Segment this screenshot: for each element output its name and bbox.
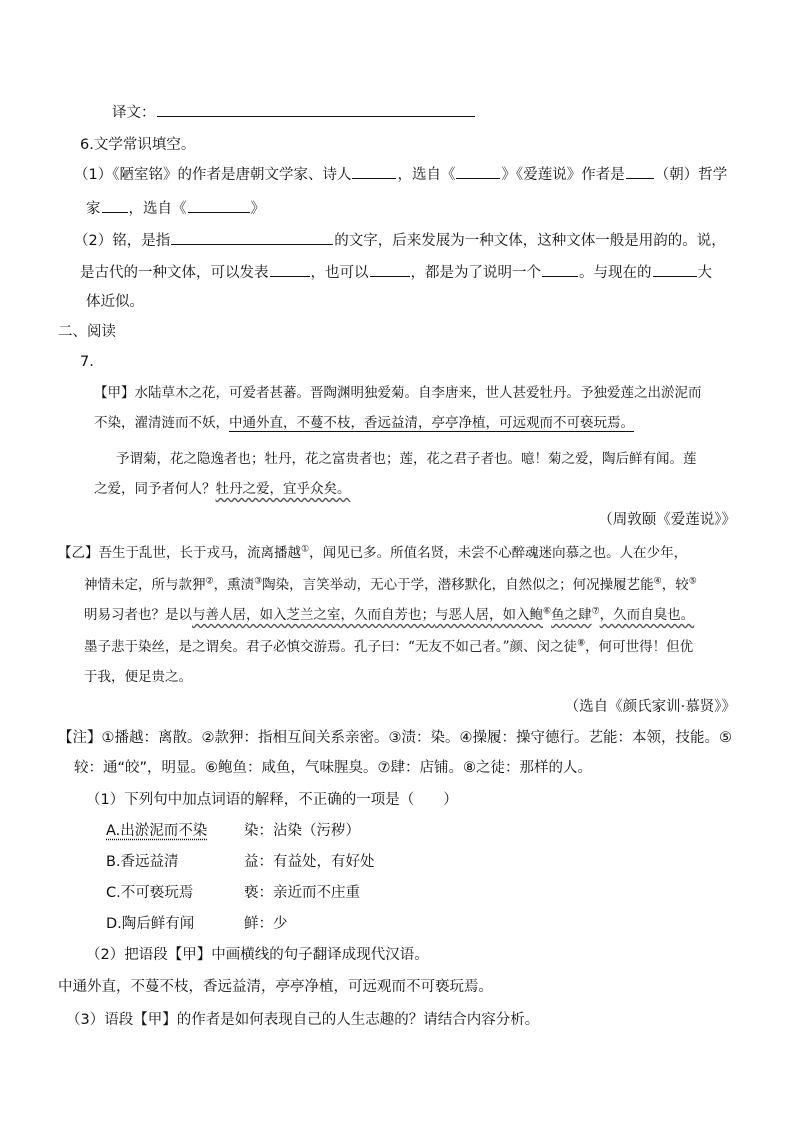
- blank-publish[interactable]: [270, 262, 310, 277]
- subquestion-1: （1）下列句中加点词语的解释，不正确的一项是（ ）: [86, 792, 458, 808]
- option-phrase: D.陶后鲜有闻: [106, 916, 195, 932]
- passage-yi-line2: [84, 575, 697, 595]
- note-marker: ④: [653, 576, 662, 587]
- wavy-underlined-text: 与恶人居，如入鲍: [435, 607, 543, 623]
- option-phrase: B.香远益清: [106, 854, 179, 870]
- passage-text: 之爱，同予者何人？: [94, 481, 216, 497]
- passage-text: ，较: [661, 577, 689, 593]
- blank-modern[interactable]: [653, 262, 697, 277]
- passage-yi-line5: 于我，便足贵之。: [84, 669, 192, 685]
- passage-jia-line4: [94, 479, 351, 499]
- passage-yi-source: （选自《颜氏家训·慕贤》》: [564, 699, 736, 715]
- q6-part2-line2: [80, 262, 712, 283]
- q6-text: （1）《陋室铭》的作者是唐朝文学家、诗人: [74, 167, 352, 183]
- option-a-gloss: 染：沾染（污秽）: [244, 823, 360, 839]
- notes-line2: 较：通“皎”，明显。⑥鲍鱼：咸鱼，气味腥臭。⑦肆：店铺。⑧之徒：那样的人。: [74, 760, 593, 776]
- notes-line1: 【注】①播越：离散。②款狎：指相互间关系亲密。③渍：染。④操履：操守德行。艺能：本领，技能。⑤: [58, 730, 732, 746]
- wavy-underlined-text: ，久而自臭也。: [599, 607, 695, 623]
- passage-jia-source: （周敦颐《爱莲说》》: [598, 512, 736, 528]
- passage-text: 明易习者也？是以: [84, 607, 192, 623]
- q6-text: （2）铭，是指: [74, 233, 171, 249]
- passage-yi-line3: [84, 605, 694, 625]
- passage-text: ，闻见已多。所值名贤，未尝不心醉魂迷向慕之也。人在少年，: [309, 545, 688, 561]
- question-6-title: 6.文学常识填空。: [80, 137, 196, 153]
- option-a[interactable]: [106, 821, 207, 841]
- note-marker: ⑦: [591, 606, 600, 617]
- q6-text: ，选自《: [128, 201, 187, 217]
- q6-part1-line1: [74, 164, 727, 185]
- q6-text: （朝）哲学: [654, 167, 728, 183]
- q6-part2-line1: [74, 230, 726, 251]
- note-marker: ①: [301, 544, 310, 555]
- passage-jia-line3: 予谓菊，花之隐逸者也；牡丹，花之富贵者也；莲，花之君子者也。噫！菊之爱，陶后鲜有闻。莲: [116, 451, 697, 467]
- passage-jia-line1: 【甲】水陆草木之花，可爱者甚蕃。晋陶渊明独爱菊。自李唐来，世人甚爱牡丹。予独爱莲之出淤泥而: [94, 385, 702, 401]
- passage-jia-line2: [94, 413, 634, 433]
- note-marker: ⑧: [577, 638, 586, 649]
- note-marker: ⑤: [688, 576, 697, 587]
- passage-text: 不染，濯清涟而不妖，: [94, 415, 229, 431]
- q6-text: 的文字，后来发展为一种文体，这种文体一般是用韵的。说，: [334, 233, 726, 249]
- blank-source-book[interactable]: [456, 164, 500, 179]
- q6-text: ，都是为了说明一个: [410, 265, 541, 281]
- option-c[interactable]: [106, 883, 193, 903]
- wavy-underlined-text: 牡丹之爱，宜乎众矣。: [215, 481, 351, 497]
- q6-text: 》: [250, 201, 265, 217]
- subquestion-3: （3）语段【甲】的作者是如何表现自己的人生志趣的？请结合内容分析。: [66, 1012, 540, 1028]
- q6-part1-line2: [86, 198, 265, 219]
- passage-yi-line4: [84, 637, 693, 657]
- option-c-gloss: 亵：亲近而不庄重: [244, 885, 360, 901]
- subquestion-2: （2）把语段【甲】中画横线的句子翻译成现代汉语。: [86, 947, 429, 963]
- blank-also[interactable]: [370, 262, 410, 277]
- subquestion-2-sentence: 中通外直，不蔓不枝，香远益清，亭亭净植，可远观而不可亵玩焉。: [58, 979, 493, 995]
- passage-yi-line1: [58, 543, 687, 563]
- blank-author[interactable]: [352, 164, 396, 179]
- q6-text: ，也可以: [310, 265, 369, 281]
- passage-text: ，熏渍: [213, 577, 255, 593]
- blank-ming-definition[interactable]: [171, 230, 333, 245]
- option-phrase: C.不可亵玩焉: [106, 885, 194, 901]
- wavy-underlined-text: 鱼之肆: [551, 607, 592, 623]
- option-b-gloss: 益：有益处，有好处: [244, 854, 375, 870]
- q6-text: ，选自《: [397, 167, 456, 183]
- note-marker: ②: [205, 576, 214, 587]
- question-7-number: 7.: [80, 354, 94, 370]
- underlined-sentence: 中通外直，不蔓不枝，香远益清，亭亭净植，可远观而不可亵玩焉。: [229, 415, 634, 431]
- translation-blank[interactable]: [157, 102, 475, 117]
- translation-label: 译文：: [112, 105, 156, 121]
- q6-text: 》《爱莲说》作者是: [501, 167, 625, 183]
- note-marker: ⑥: [543, 606, 552, 617]
- option-d[interactable]: [106, 914, 194, 934]
- q6-part2-line3: 体近似。: [86, 294, 144, 310]
- q6-text: 家: [86, 201, 101, 217]
- blank-explain[interactable]: [542, 262, 578, 277]
- passage-text: ，何可世得！但优: [585, 639, 694, 655]
- passage-text: 【乙】吾生于乱世，长于戎马，流离播越: [58, 545, 301, 561]
- section-title: 二、阅读: [58, 324, 116, 340]
- blank-philosopher[interactable]: [102, 198, 128, 213]
- translation-line: [112, 102, 476, 123]
- passage-text: 陶染，言笑举动，无心于学，潜移默化，自然似之；何况操履艺能: [262, 577, 654, 593]
- q6-text: 大: [697, 265, 712, 281]
- q6-text: 是古代的一种文体，可以发表: [80, 265, 269, 281]
- option-b[interactable]: [106, 852, 179, 872]
- blank-dynasty[interactable]: [626, 164, 654, 179]
- q6-text: 。与现在的: [579, 265, 652, 281]
- blank-collection[interactable]: [188, 198, 250, 213]
- wavy-underlined-text: 与善人居，如入芝兰之室，久而自芳也；: [192, 607, 435, 623]
- option-d-gloss: 鲜：少: [244, 916, 288, 932]
- passage-text: 神情未定，所与款狎: [84, 577, 206, 593]
- option-phrase: A.出淤泥而不染: [106, 823, 208, 839]
- note-marker: ③: [254, 576, 263, 587]
- passage-text: 墨子悲于染丝，是之谓矣。君子必慎交游焉。孔子曰：“无友不如己者。”颜、闵之徒: [84, 639, 578, 655]
